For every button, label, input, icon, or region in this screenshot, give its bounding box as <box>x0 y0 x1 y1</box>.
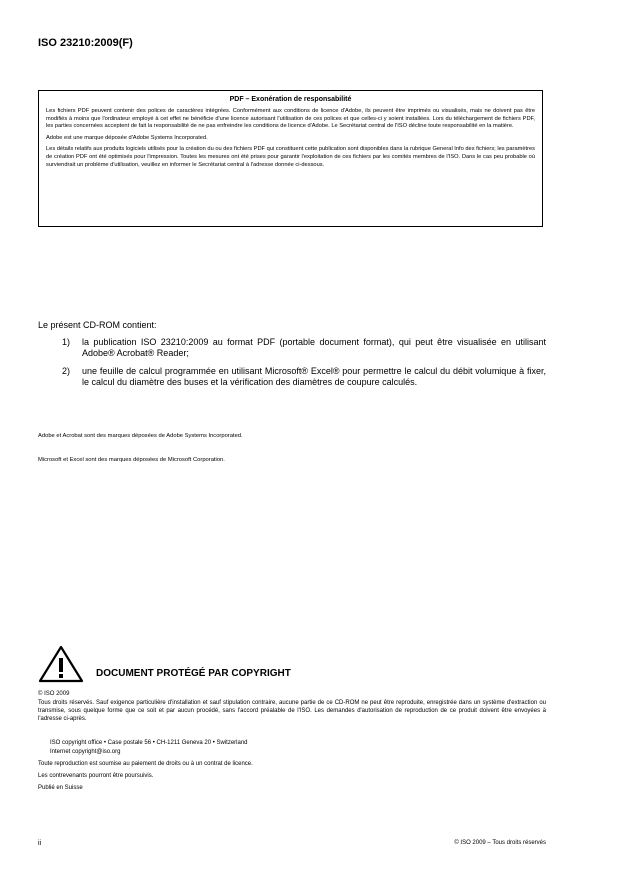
warning-icon <box>38 645 84 688</box>
disclaimer-paragraph: Les détails relatifs aux produits logiciels utilisés pour la création du ou des fichiers PDF qui constituent cette publication sont disponibles dans la rubrique General Info des fichiers; les paramètres de création PDF ont été optimisés pour l'impression. Toutes les mesures ont été prises pour garantir l'exploitation de ces fichiers par les comités membres de l'ISO. Dans le cas peu probable où surviendrait un problème d'utilisation, veuillez en informer le Secrétariat central à l'adresse donnée ci-dessous. <box>46 146 535 168</box>
copyright-line: Publié en Suisse <box>38 785 83 791</box>
copyright-year: © ISO 2009 <box>38 691 70 697</box>
list-item-text: la publication ISO 23210:2009 au format PDF (portable document format), qui peut être visualisée en utilisant Adobe® Acrobat® Reader; <box>82 337 546 358</box>
list-item-text: une feuille de calcul programmée en utilisant Microsoft® Excel® pour permettre le calcul du débit volumique à fixer, le calcul du diamètre des buses et la vérification des diamètres de coupure calculés. <box>82 366 546 387</box>
list-item-number: 1) <box>62 337 71 347</box>
copyright-rights: Tous droits réservés. Sauf exigence particulière d'installation et sauf stipulation contraire, aucune partie de ce CD-ROM ne peut être reproduite, enregistrée dans un système d'extraction ou transmise, sous quelque forme que ce soit et par aucun procédé, sans l'accord préalable de l'ISO. Les demandes d'autorisation de reproduction de ce produit doivent être envoyées à l'adresse ci-après. <box>38 700 546 722</box>
copyright-line: Toute reproduction est soumise au paiement de droits ou à un contrat de licence. <box>38 761 253 767</box>
copyright-address: ISO copyright office • Case postale 56 • CH-1211 Geneva 20 • Switzerland <box>50 740 248 746</box>
trademark-note: Adobe et Acrobat sont des marques déposées de Adobe Systems Incorporated. <box>38 433 243 439</box>
disclaimer-paragraph: Adobe est une marque déposée d'Adobe Systems Incorporated. <box>46 134 208 141</box>
copyright-title: DOCUMENT PROTÉGÉ PAR COPYRIGHT <box>96 668 291 679</box>
copyright-line: Les contrevenants pourront être poursuivis. <box>38 773 154 779</box>
list-item-number: 2) <box>62 366 71 376</box>
document-header: ISO 23210:2009(F) <box>38 37 133 49</box>
footer-rights: © ISO 2009 – Tous droits réservés <box>454 840 546 846</box>
page-number: ii <box>38 840 42 847</box>
copyright-email: Internet copyright@iso.org <box>50 749 121 755</box>
trademark-note: Microsoft et Excel sont des marques déposées de Microsoft Corporation. <box>38 457 225 463</box>
cdrom-intro: Le présent CD-ROM contient: <box>38 320 157 330</box>
disclaimer-paragraph: Les fichiers PDF peuvent contenir des polices de caractères intégrées. Conformément aux conditions de licence d'Adobe, ils peuvent être imprimés ou visualisés, mais ne doivent pas être modifiés à moins que l'ordinateur employé à cet effet ne bénéficie d'une licence autorisant l'utilisation de ces polices et que celles-ci y soient installées. Lors du téléchargement de fichiers PDF, les parties concernées acceptent de fait la responsabilité de ne pas enfreindre les conditions de licence d'Adobe. Le Secrétariat central de l'ISO décline toute responsabilité en la matière. <box>46 108 535 130</box>
disclaimer-title: PDF – Exonération de responsabilité <box>229 96 352 103</box>
pdf-disclaimer-box <box>38 90 543 227</box>
